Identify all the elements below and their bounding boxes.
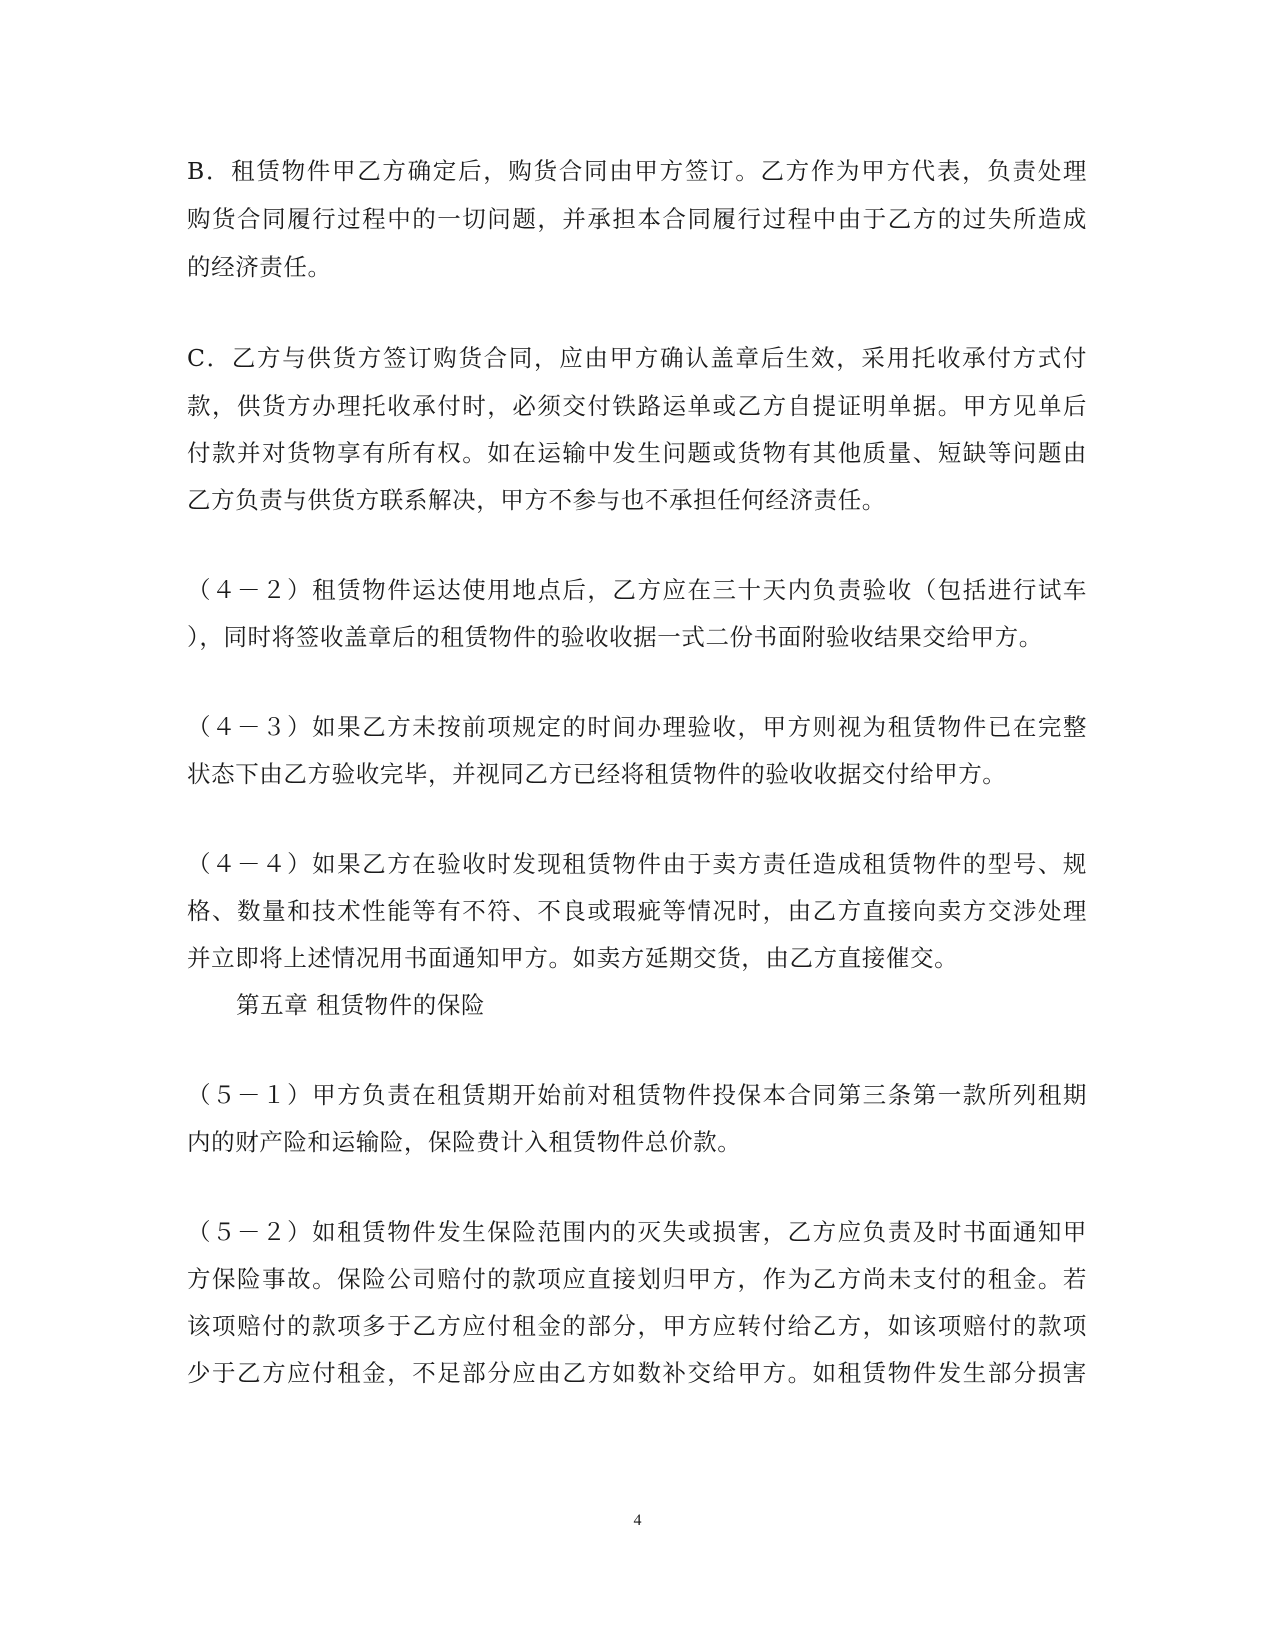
clause-4-3-line-1: （４－３）如果乙方未按前项规定的时间办理验收，甲方则视为租赁物件已在完整 bbox=[187, 713, 1087, 741]
clause-4-4-line-3: 并立即将上述情况用书面通知甲方。如卖方延期交货，由乙方直接催交。 bbox=[187, 944, 959, 972]
paragraph-c-line-3: 付款并对货物享有所有权。如在运输中发生问题或货物有其他质量、短缺等问题由 bbox=[187, 439, 1087, 467]
page-number: 4 bbox=[633, 1512, 642, 1529]
clause-4-3-line-2: 状态下由乙方验收完毕，并视同乙方已经将租赁物件的验收收据交付给甲方。 bbox=[187, 760, 1007, 788]
chapter-5-heading: 第五章 租赁物件的保险 bbox=[236, 991, 486, 1019]
clause-4-2-line-1: （４－２）租赁物件运达使用地点后，乙方应在三十天内负责验收（包括进行试车 bbox=[187, 576, 1087, 604]
clause-5-2-line-1: （５－２）如租赁物件发生保险范围内的灭失或损害，乙方应负责及时书面通知甲 bbox=[187, 1218, 1087, 1246]
paragraph-c-line-1: C．乙方与供货方签订购货合同，应由甲方确认盖章后生效，采用托收承付方式付 bbox=[187, 344, 1087, 372]
paragraph-c-line-4: 乙方负责与供货方联系解决，甲方不参与也不承担任何经济责任。 bbox=[187, 486, 886, 514]
clause-5-2-line-4: 少于乙方应付租金，不足部分应由乙方如数补交给甲方。如租赁物件发生部分损害 bbox=[187, 1359, 1087, 1387]
clause-4-4-line-2: 格、数量和技术性能等有不符、不良或瑕疵等情况时，由乙方直接向卖方交涉处理 bbox=[187, 897, 1087, 925]
paragraph-b-line-1: B．租赁物件甲乙方确定后，购货合同由甲方签订。乙方作为甲方代表，负责处理 bbox=[187, 157, 1087, 185]
paragraph-b-line-3: 的经济责任。 bbox=[187, 253, 332, 281]
clause-4-2-line-2: ），同时将签收盖章后的租赁物件的验收收据一式二份书面附验收结果交给甲方。 bbox=[187, 623, 1043, 651]
clause-4-4-line-1: （４－４）如果乙方在验收时发现租赁物件由于卖方责任造成租赁物件的型号、规 bbox=[187, 850, 1087, 878]
clause-5-2-line-3: 该项赔付的款项多于乙方应付租金的部分，甲方应转付给乙方，如该项赔付的款项 bbox=[187, 1312, 1087, 1340]
paragraph-c-line-2: 款，供货方办理托收承付时，必须交付铁路运单或乙方自提证明单据。甲方见单后 bbox=[187, 392, 1087, 420]
clause-5-2-line-2: 方保险事故。保险公司赔付的款项应直接划归甲方，作为乙方尚未支付的租金。若 bbox=[187, 1265, 1087, 1293]
clause-5-1-line-2: 内的财产险和运输险，保险费计入租赁物件总价款。 bbox=[187, 1128, 742, 1156]
clause-5-1-line-1: （５－１）甲方负责在租赁期开始前对租赁物件投保本合同第三条第一款所列租期 bbox=[187, 1081, 1087, 1109]
paragraph-b-line-2: 购货合同履行过程中的一切问题，并承担本合同履行过程中由于乙方的过失所造成 bbox=[187, 205, 1087, 233]
